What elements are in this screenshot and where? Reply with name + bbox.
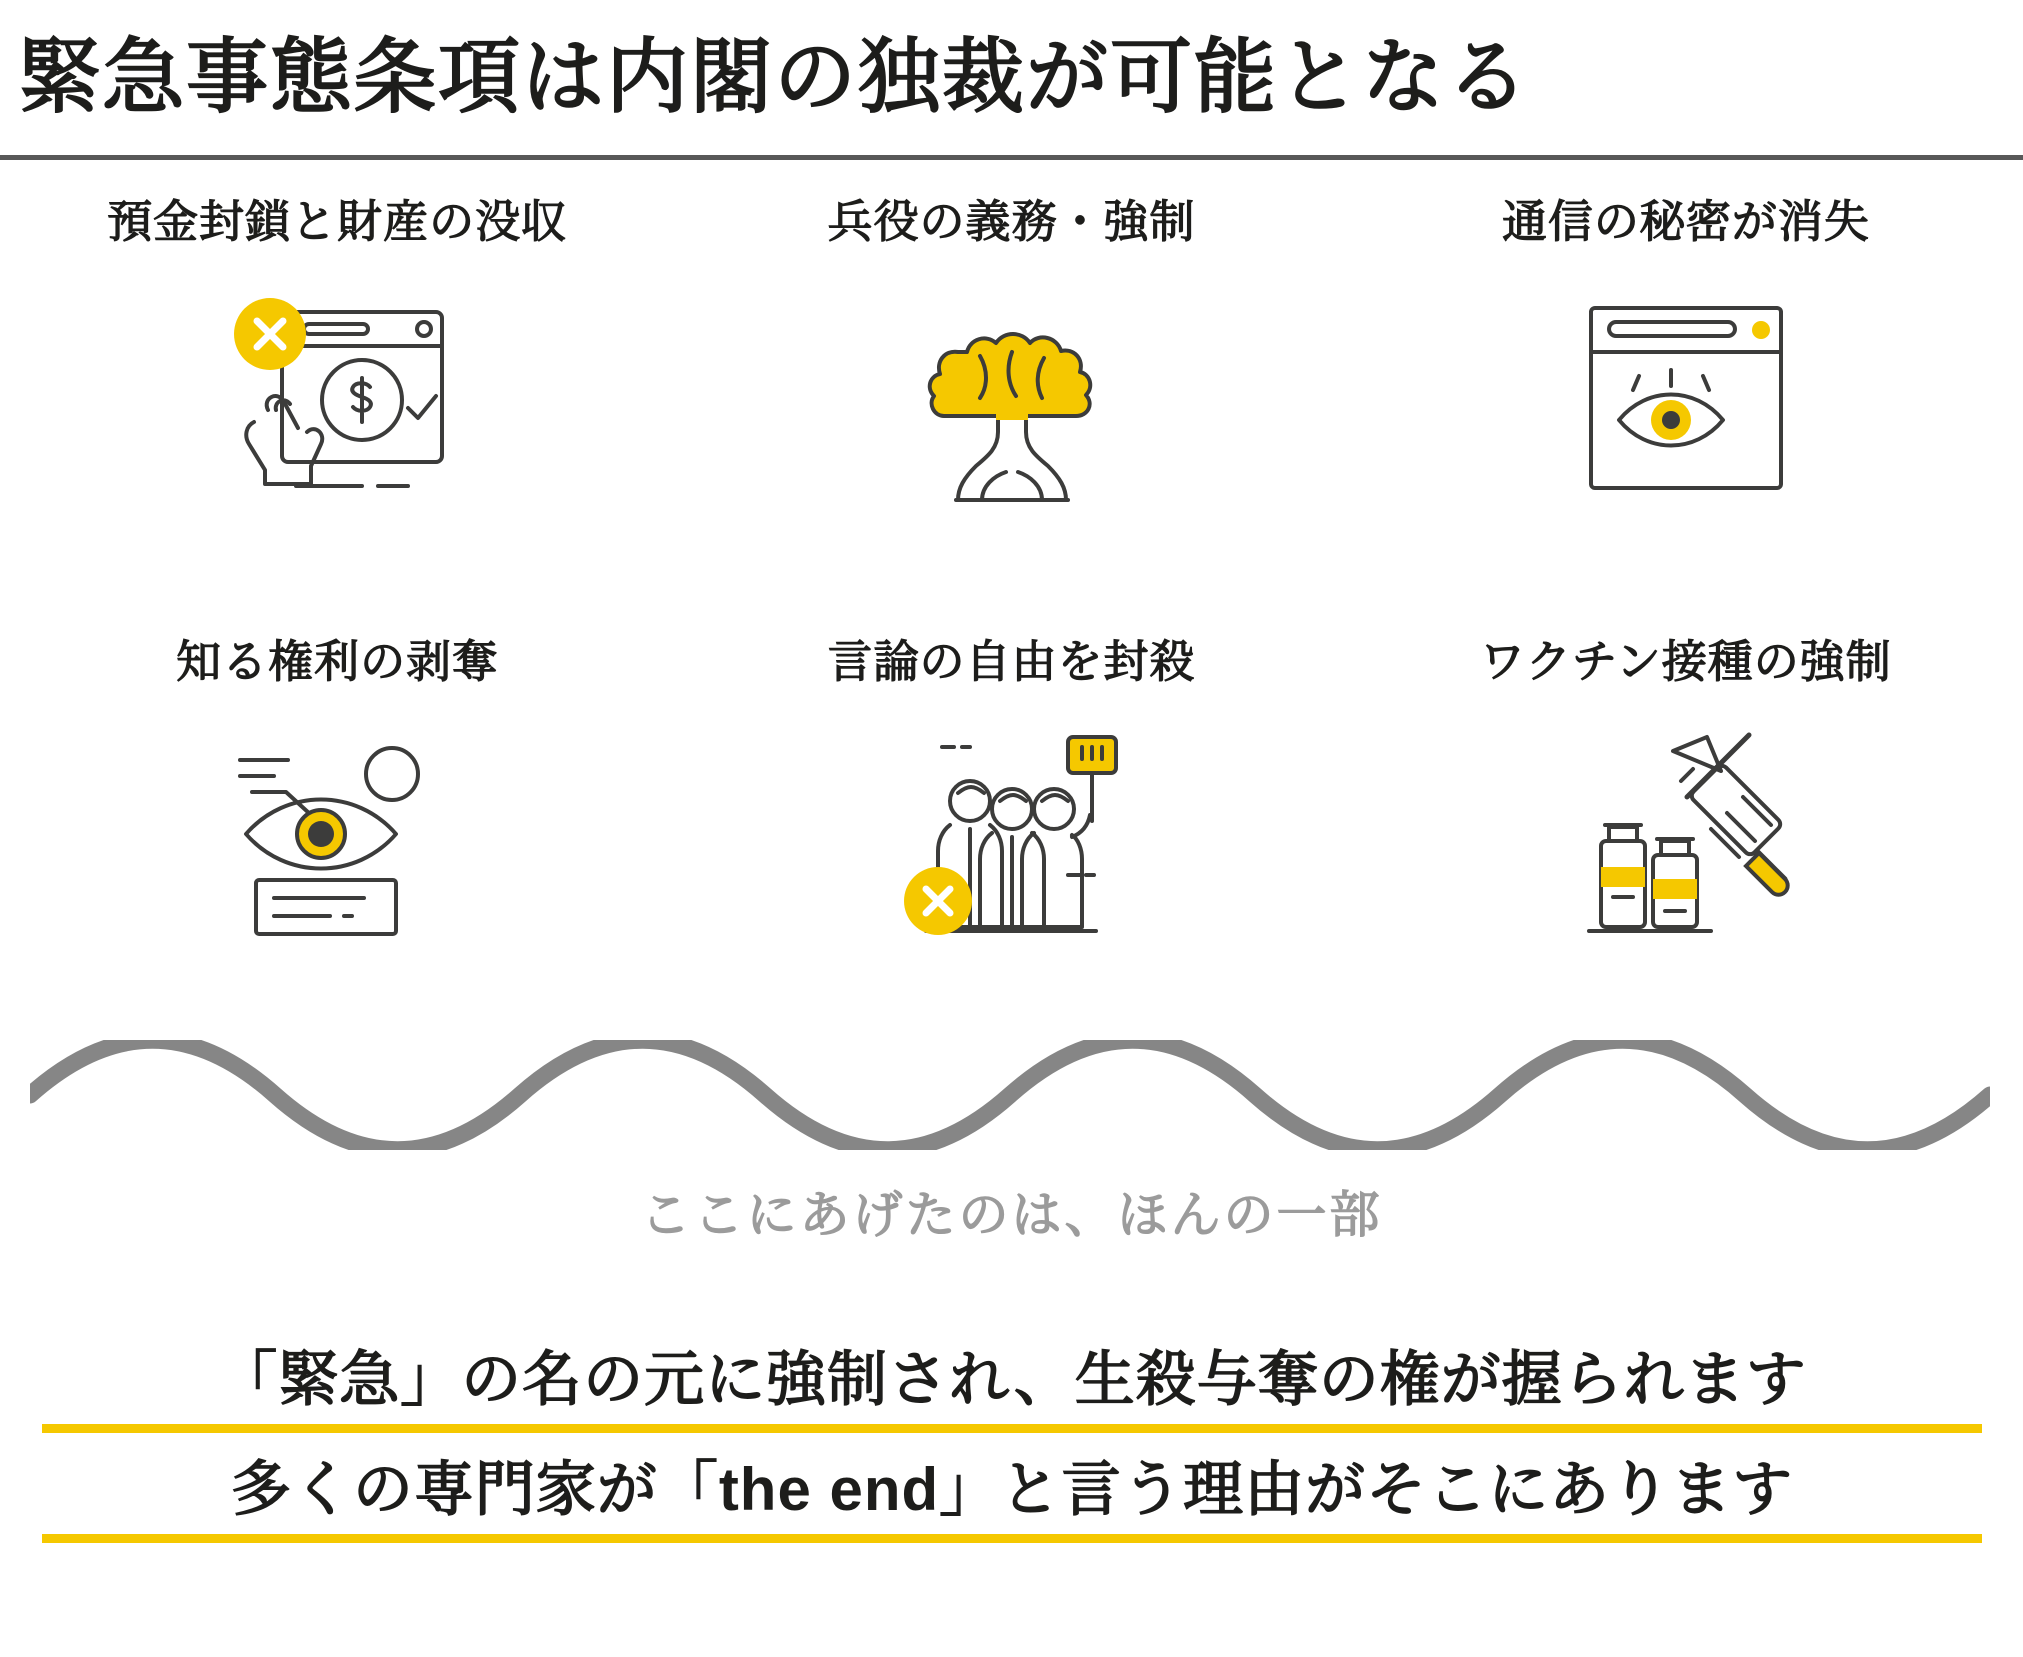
syringe-vaccine-icon (1556, 720, 1816, 960)
closing-statements (42, 1345, 1982, 1543)
risk-item (1349, 625, 2023, 1025)
slide-title-bar (0, 0, 2023, 160)
risk-item (1349, 185, 2023, 625)
risk-item-label: ワクチン接種の強制 (1479, 636, 1892, 687)
closing-statement-2: 多くの専門家が「the end」と言う理由がそこにあります (42, 1455, 1982, 1543)
browser-surveillance-eye-icon (1556, 280, 1816, 520)
risk-item-label: 兵役の義務・強制 (827, 196, 1196, 247)
risk-item-label: 預金封鎖と財産の没収 (107, 196, 568, 247)
eye-document-icon (207, 720, 467, 960)
risk-item-label: 通信の秘密が消失 (1501, 196, 1870, 247)
wave-divider (30, 1040, 1990, 1150)
risk-item (0, 625, 674, 1025)
risk-item (674, 185, 1348, 625)
risk-item-label: 言論の自由を封殺 (827, 636, 1196, 687)
risk-item (674, 625, 1348, 1025)
protest-crowd-blocked-icon (881, 720, 1141, 960)
page-title: 緊急事態条項は内閣の独裁が可能となる (18, 31, 1531, 123)
nuclear-explosion-icon (881, 280, 1141, 520)
sub-caption: ここにあげたのは、ほんの一部 (640, 1187, 1383, 1243)
closing-statement-1: 「緊急」の名の元に強制され、生殺与奪の権が握られます (42, 1345, 1982, 1433)
risk-item-label: 知る権利の剥奪 (176, 636, 499, 687)
risk-item (0, 185, 674, 625)
bank-account-blocked-icon (207, 280, 467, 520)
risk-item-grid (0, 185, 2023, 1025)
